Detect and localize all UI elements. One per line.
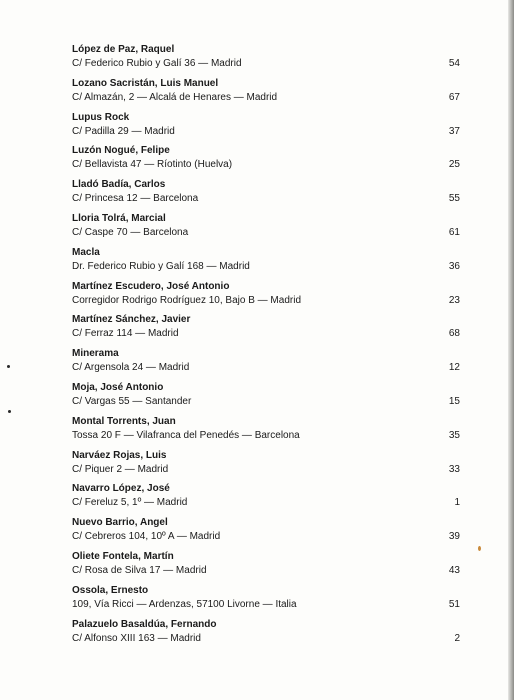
entry-address: C/ Padilla 29 — Madrid [72,125,175,137]
list-item [72,78,460,112]
list-item [72,145,460,179]
entry-name: Martínez Escudero, José Antonio [72,280,230,292]
list-item [72,551,460,585]
entry-address: Dr. Federico Rubio y Galí 168 — Madrid [72,260,250,272]
entry-name: Palazuelo Basaldúa, Fernando [72,618,217,630]
entry-number: 68 [448,328,460,340]
entry-address: C/ Ferraz 114 — Madrid [72,328,179,340]
entry-name: Navarro López, José [72,483,170,495]
entry-name: Ossola, Ernesto [72,584,149,596]
entry-address: C/ Bellavista 47 — Ríotinto (Huelva) [72,159,233,171]
list-item [72,585,460,619]
entry-name: Lupus Rock [72,111,130,123]
entry-name: Macla [72,246,100,258]
entry-name: Moja, José Antonio [72,381,164,393]
entry-name: Nuevo Barrio, Angel [72,517,168,529]
list-item [72,450,460,484]
directory-list [72,44,460,652]
entry-name: Lloria Tolrá, Marcial [72,212,166,224]
entry-name: Montal Torrents, Juan [72,415,176,427]
entry-name: Luzón Nogué, Felipe [72,145,170,157]
list-item [72,247,460,281]
list-item [72,416,460,450]
entry-address: C/ Rosa de Silva 17 — Madrid [72,564,207,576]
entry-name: Narváez Rojas, Luis [72,449,167,461]
entry-number: 51 [448,598,460,610]
entry-address: Tossa 20 F — Vilafranca del Penedés — Barcelona [72,429,300,441]
list-item [72,348,460,382]
entry-address: C/ Piquer 2 — Madrid [72,463,169,475]
entry-address: C/ Almazán, 2 — Alcalá de Henares — Madrid [72,91,278,103]
entry-address: C/ Princesa 12 — Barcelona [72,193,199,205]
entry-number: 23 [448,294,460,306]
list-item [72,619,460,653]
list-item [72,179,460,213]
list-item [72,213,460,247]
entry-name: Martínez Sánchez, Javier [72,314,191,326]
entry-number: 67 [448,91,460,103]
entry-number: 37 [448,125,460,137]
entry-address: C/ Cebreros 104, 10º A — Madrid [72,531,221,543]
entry-number: 1 [454,497,460,509]
paper-speck [478,546,481,551]
entry-number: 55 [448,193,460,205]
entry-number: 33 [448,463,460,475]
entry-address: C/ Fereluz 5, 1º — Madrid [72,497,188,509]
entry-name: Oliete Fontela, Martín [72,550,174,562]
list-item [72,44,460,78]
entry-address: Corregidor Rodrigo Rodríguez 10, Bajo B — Madrid [72,294,301,306]
entry-name: Lladó Badía, Carlos [72,179,166,191]
page-edge-shadow [508,0,514,700]
entry-name: Lozano Sacristán, Luis Manuel [72,77,219,89]
paper-speck [7,365,10,368]
entry-name: López de Paz, Raquel [72,44,175,55]
list-item [72,517,460,551]
entry-number: 36 [448,260,460,272]
entry-name: Minerama [72,348,119,360]
entry-address: 109, Vía Ricci — Ardenzas, 57100 Livorne — Italia [72,598,297,610]
list-item [72,382,460,416]
entry-number: 15 [448,395,460,407]
entry-address: C/ Alfonso XIII 163 — Madrid [72,632,201,644]
list-item [72,314,460,348]
list-item [72,483,460,517]
entry-number: 2 [454,632,460,644]
entry-number: 35 [448,429,460,441]
entry-number: 25 [448,159,460,171]
list-item [72,112,460,146]
paper-speck [8,410,11,413]
entry-address: C/ Federico Rubio y Galí 36 — Madrid [72,58,242,69]
entry-address: C/ Vargas 55 — Santander [72,395,192,407]
entry-number: 43 [448,564,460,576]
entry-number: 61 [448,226,460,238]
entry-number: 12 [448,362,460,374]
entry-address: C/ Caspe 70 — Barcelona [72,226,189,238]
entry-number: 54 [448,58,460,69]
entry-address: C/ Argensola 24 — Madrid [72,362,190,374]
entry-number: 39 [448,531,460,543]
list-item [72,281,460,315]
